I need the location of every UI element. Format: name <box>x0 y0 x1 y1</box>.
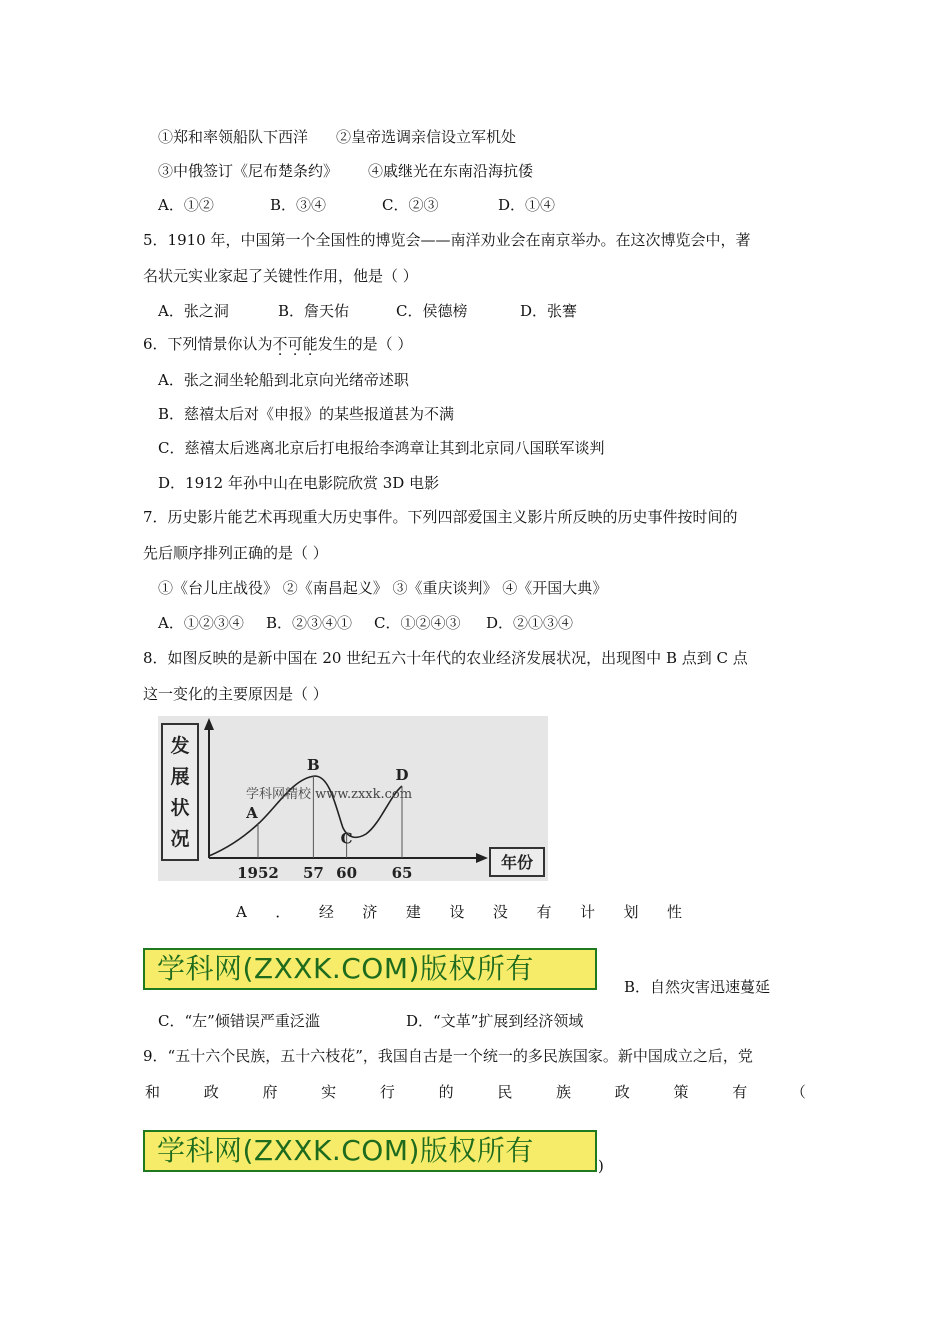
q6-stem <box>143 334 412 354</box>
q6-stem-pre: 6．下列情景你认为 <box>143 335 273 353</box>
q8-option-a-char: 经 <box>318 903 334 921</box>
q4-item-2: ②皇帝选调亲信设立军机处 <box>336 128 517 146</box>
chart-xlabel: 年份 <box>500 853 534 872</box>
q7-stem-line1: 7．历史影片能艺术再现重大历史事件。下列四部爱国主义影片所反映的历史事件按时间的 <box>143 508 738 526</box>
chart-point-label: A <box>246 804 258 822</box>
q5-stem-line2: 名状元实业家起了关键性作用，他是（ ） <box>143 267 418 285</box>
chart-x-tick-label: 60 <box>336 864 358 881</box>
chart-ylabel-char: 发 <box>170 735 190 757</box>
q4-option-d[interactable]: D．①④ <box>498 196 556 214</box>
q9-stem-line2-char: 府 <box>262 1083 278 1101</box>
q5-option-b[interactable]: B．詹天佑 <box>278 302 350 320</box>
q9-stem-line2-char: 族 <box>556 1083 572 1101</box>
q5-stem-line1: 5．1910 年，中国第一个全国性的博览会——南洋劝业会在南京举办。在这次博览会中，著 <box>143 231 751 249</box>
q8-option-a[interactable] <box>236 902 682 922</box>
q8-stem-line1: 8．如图反映的是新中国在 20 世纪五六十年代的农业经济发展状况，出现图中 B 点到 C 点 <box>143 649 748 667</box>
chart-ylabel-char: 况 <box>170 828 190 850</box>
q9-stem-line2-char: 和 <box>145 1083 161 1101</box>
q9-stem-line2-char: 民 <box>497 1083 513 1101</box>
q6-emphasis-char-3: 能 <box>302 335 318 353</box>
q8-option-d[interactable]: D．“文革”扩展到经济领域 <box>406 1012 584 1030</box>
q4-item-4: ④戚继光在东南沿海抗倭 <box>368 162 534 180</box>
chart-x-tick-label: 65 <box>391 864 413 881</box>
q8-option-c[interactable]: C．“左”倾错误严重泛滥 <box>158 1012 320 1030</box>
q4-options <box>158 195 555 215</box>
q4-item-1: ①郑和率领船队下西洋 <box>158 128 309 146</box>
q9-stem-line2-char: 的 <box>438 1083 454 1101</box>
q4-items-row2 <box>158 161 533 181</box>
q4-option-a[interactable]: A．①② <box>158 196 214 214</box>
q9-stem-line1: 9．“五十六个民族，五十六枝花”，我国自古是一个统一的多民族国家。新中国成立之后，党 <box>143 1047 753 1065</box>
q9-closing-paren: ) <box>598 1157 604 1175</box>
chart-point-label: C <box>340 829 353 848</box>
q8-option-a-char: 设 <box>449 903 465 921</box>
q6-option-b[interactable]: B．慈禧太后对《申报》的某些报道甚为不满 <box>158 405 455 423</box>
chart-point-label: B <box>307 756 320 775</box>
q8-option-a-char: 划 <box>623 903 639 921</box>
q8-options-cd <box>158 1011 583 1031</box>
q4-items-row1 <box>158 127 516 147</box>
q9-stem-line2-char: 有 <box>732 1083 748 1101</box>
q8-option-a-char: 性 <box>666 903 682 921</box>
q9-stem-line2 <box>145 1082 806 1102</box>
q7-stem-line2: 先后顺序排列正确的是（ ） <box>143 544 328 562</box>
q8-option-a-char: 计 <box>579 903 595 921</box>
q4-option-c[interactable]: C．②③ <box>382 196 439 214</box>
q7-options <box>158 613 573 633</box>
q5-options <box>158 301 577 321</box>
q4-option-b[interactable]: B．③④ <box>270 196 327 214</box>
q8-stem-line2: 这一变化的主要原因是（ ） <box>143 685 328 703</box>
q6-emphasis-char-1: 不 <box>272 335 288 353</box>
q6-emphasis-char-2: 可 <box>287 335 303 353</box>
agriculture-development-chart <box>158 716 548 881</box>
q6-option-a[interactable]: A．张之洞坐轮船到北京向光绪帝述职 <box>158 371 409 389</box>
q5-option-d[interactable]: D．张謇 <box>520 302 578 320</box>
q5-option-a[interactable]: A．张之洞 <box>158 302 229 320</box>
q7-option-c[interactable]: C．①②④③ <box>374 614 461 632</box>
q8-option-a-char: A <box>236 903 247 921</box>
q6-option-d[interactable]: D．1912 年孙中山在电影院欣赏 3D 电影 <box>158 474 440 492</box>
q5-option-c[interactable]: C．侯德榜 <box>396 302 468 320</box>
q9-stem-line2-char: 政 <box>203 1083 219 1101</box>
q9-stem-line2-char: 策 <box>673 1083 689 1101</box>
chart-ylabel-char: 展 <box>170 766 190 788</box>
copyright-banner-1: 学科网(ZXXK.COM)版权所有 <box>143 948 597 990</box>
q8-option-a-char: 建 <box>405 903 421 921</box>
q9-stem-line2-char: （ <box>790 1083 806 1101</box>
q7-items: ①《台儿庄战役》 ②《南昌起义》 ③《重庆谈判》 ④《开国大典》 <box>158 579 608 597</box>
chart-watermark: 学科网精校 www.zxxk.com <box>246 787 413 802</box>
copyright-banner-2: 学科网(ZXXK.COM)版权所有 <box>143 1130 597 1172</box>
q9-stem-line2-char: 行 <box>379 1083 395 1101</box>
q8-option-a-char: 济 <box>362 903 378 921</box>
q7-option-a[interactable]: A．①②③④ <box>158 614 244 632</box>
chart-point-label: D <box>395 766 409 784</box>
q6-option-c[interactable]: C．慈禧太后逃离北京后打电报给李鸿章让其到北京同八国联军谈判 <box>158 439 605 457</box>
q8-option-a-char: 有 <box>536 903 552 921</box>
q8-option-a-char: 没 <box>492 903 508 921</box>
chart-ylabel-char: 状 <box>170 797 190 819</box>
q8-option-b[interactable]: B．自然灾害迅速蔓延 <box>624 978 771 996</box>
chart-x-tick-label: 1952 <box>237 864 279 881</box>
q8-option-a-char: ． <box>275 903 291 921</box>
chart-x-tick-label: 57 <box>302 864 324 881</box>
q6-stem-post: 发生的是（ ） <box>317 335 413 353</box>
q7-option-d[interactable]: D．②①③④ <box>486 614 574 632</box>
q7-option-b[interactable]: B．②③④① <box>266 614 353 632</box>
q9-stem-line2-char: 实 <box>321 1083 337 1101</box>
q9-stem-line2-char: 政 <box>614 1083 630 1101</box>
q4-item-3: ③中俄签订《尼布楚条约》 <box>158 162 339 180</box>
